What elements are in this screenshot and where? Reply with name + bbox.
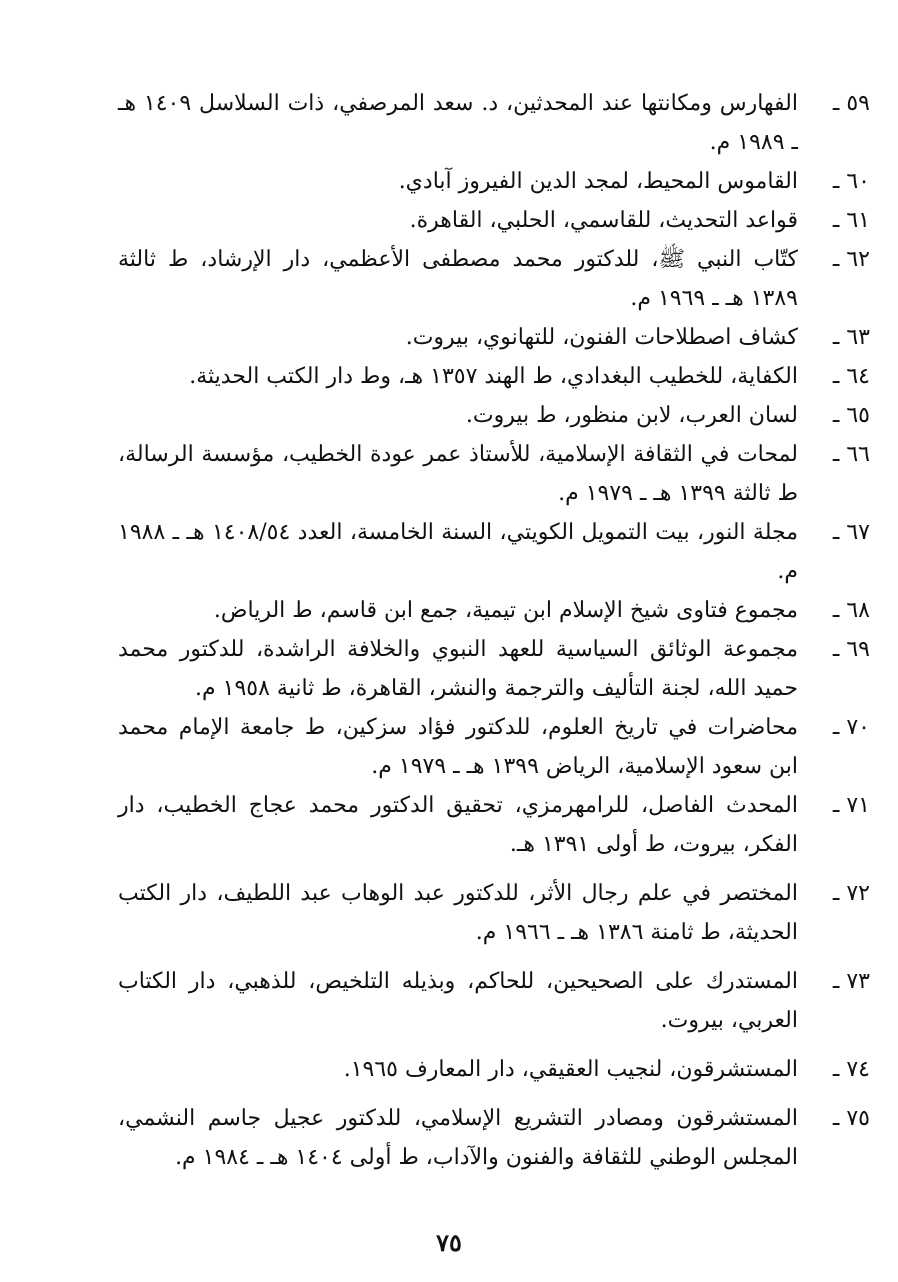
bibliography-entry-62 — [118, 240, 870, 318]
entry-number: ٧٠ ـ — [832, 715, 870, 740]
entry-text: لسان العرب، لابن منظور، ط بيروت. — [465, 403, 798, 428]
bibliography-entry-61 — [118, 201, 870, 240]
bibliography-entry-74 — [118, 1050, 870, 1089]
entry-text: المستشرقون، لنجيب العقيقي، دار المعارف ١٩٦٥. — [343, 1057, 798, 1082]
page-number: ٧٥ — [436, 1228, 462, 1257]
bibliography-entry-63 — [118, 318, 870, 357]
entry-text: المحدث الفاصل، للرامهرمزي، تحقيق الدكتور محمد عجاج الخطيب، دار الفكر، بيروت، ط أولى ١٣٩١ هـ. — [118, 793, 798, 857]
entry-number: ٧٢ ـ — [832, 881, 870, 906]
entry-text: كتّاب النبي ﷺ، للدكتور محمد مصطفى الأعظمي، دار الإرشاد، ط ثالثة ١٣٨٩ هـ ـ ١٩٦٩ م. — [118, 247, 798, 311]
bibliography-entry-66 — [118, 435, 870, 513]
entry-number: ٦٣ ـ — [832, 325, 870, 350]
entry-text: مجلة النور، بيت التمويل الكويتي، السنة الخامسة، العدد ١٤٠٨/٥٤ هـ ـ ١٩٨٨ م. — [118, 520, 798, 584]
bibliography-entry-67 — [118, 513, 870, 591]
entry-number: ٦٤ ـ — [832, 364, 870, 389]
bibliography-entry-60 — [118, 162, 870, 201]
bibliography-entry-71 — [118, 786, 870, 864]
entry-text: الفهارس ومكانتها عند المحدثين، د. سعد المرصفي، ذات السلاسل ١٤٠٩ هـ ـ ١٩٨٩ م. — [118, 91, 798, 155]
entry-number: ٦٦ ـ — [832, 442, 870, 467]
bibliography-entry-75 — [118, 1099, 870, 1177]
bibliography-entry-72 — [118, 874, 870, 952]
bibliography-entry-65 — [118, 396, 870, 435]
bibliography-entry-69 — [118, 630, 870, 708]
bibliography-entry-68 — [118, 591, 870, 630]
entry-text: مجموع فتاوى شيخ الإسلام ابن تيمية، جمع ابن قاسم، ط الرياض. — [213, 598, 798, 623]
entry-text: القاموس المحيط، لمجد الدين الفيروز آبادي. — [398, 169, 798, 194]
entry-number: ٦٧ ـ — [832, 520, 870, 545]
entry-number: ٧٣ ـ — [832, 969, 870, 994]
entry-number: ٦٢ ـ — [832, 247, 870, 272]
entry-text: محاضرات في تاريخ العلوم، للدكتور فؤاد سزكين، ط جامعة الإمام محمد ابن سعود الإسلامية، الرياض ١٣٩٩ هـ ـ ١٩٧٩ م. — [118, 715, 798, 779]
entry-text: مجموعة الوثائق السياسية للعهد النبوي والخلافة الراشدة، للدكتور محمد حميد الله، لجنة التأليف والترجمة والنشر، القاهرة، ط ثانية ١٩٥٨ م. — [118, 637, 798, 701]
entry-text: المستدرك على الصحيحين، للحاكم، وبذيله التلخيص، للذهبي، دار الكتاب العربي، بيروت. — [118, 969, 798, 1033]
bibliography-entry-59 — [118, 84, 870, 162]
entry-text: قواعد التحديث، للقاسمي، الحلبي، القاهرة. — [409, 208, 798, 233]
entry-number: ٧١ ـ — [832, 793, 870, 818]
entry-text: المختصر في علم رجال الأثر، للدكتور عبد الوهاب عبد اللطيف، دار الكتب الحديثة، ط ثامنة ١٣٨٦ هـ ـ ١٩٦٦ م. — [118, 881, 798, 945]
bibliography-entry-64 — [118, 357, 870, 396]
entry-number: ٧٥ ـ — [832, 1106, 870, 1131]
bibliography-list — [118, 84, 870, 1177]
entry-number: ٥٩ ـ — [832, 91, 870, 116]
entry-number: ٧٤ ـ — [832, 1057, 870, 1082]
entry-text: الكفاية، للخطيب البغدادي، ط الهند ١٣٥٧ هـ، وط دار الكتب الحديثة. — [189, 364, 798, 389]
entry-number: ٦٥ ـ — [832, 403, 870, 428]
entry-number: ٦١ ـ — [832, 208, 870, 233]
entry-number: ٦٨ ـ — [832, 598, 870, 623]
entry-text: كشاف اصطلاحات الفنون، للتهانوي، بيروت. — [405, 325, 798, 350]
bibliography-entry-73 — [118, 962, 870, 1040]
entry-number: ٦٠ ـ — [832, 169, 870, 194]
entry-text: المستشرقون ومصادر التشريع الإسلامي، للدكتور عجيل جاسم النشمي، المجلس الوطني للثقافة والفنون والآداب، ط أولى ١٤٠٤ هـ ـ ١٩٨٤ م. — [118, 1106, 798, 1170]
bibliography-entry-70 — [118, 708, 870, 786]
entry-text: لمحات في الثقافة الإسلامية، للأستاذ عمر عودة الخطيب، مؤسسة الرسالة، ط ثالثة ١٣٩٩ هـ ـ ١٩٧٩ م. — [118, 442, 798, 506]
entry-number: ٦٩ ـ — [832, 637, 870, 662]
